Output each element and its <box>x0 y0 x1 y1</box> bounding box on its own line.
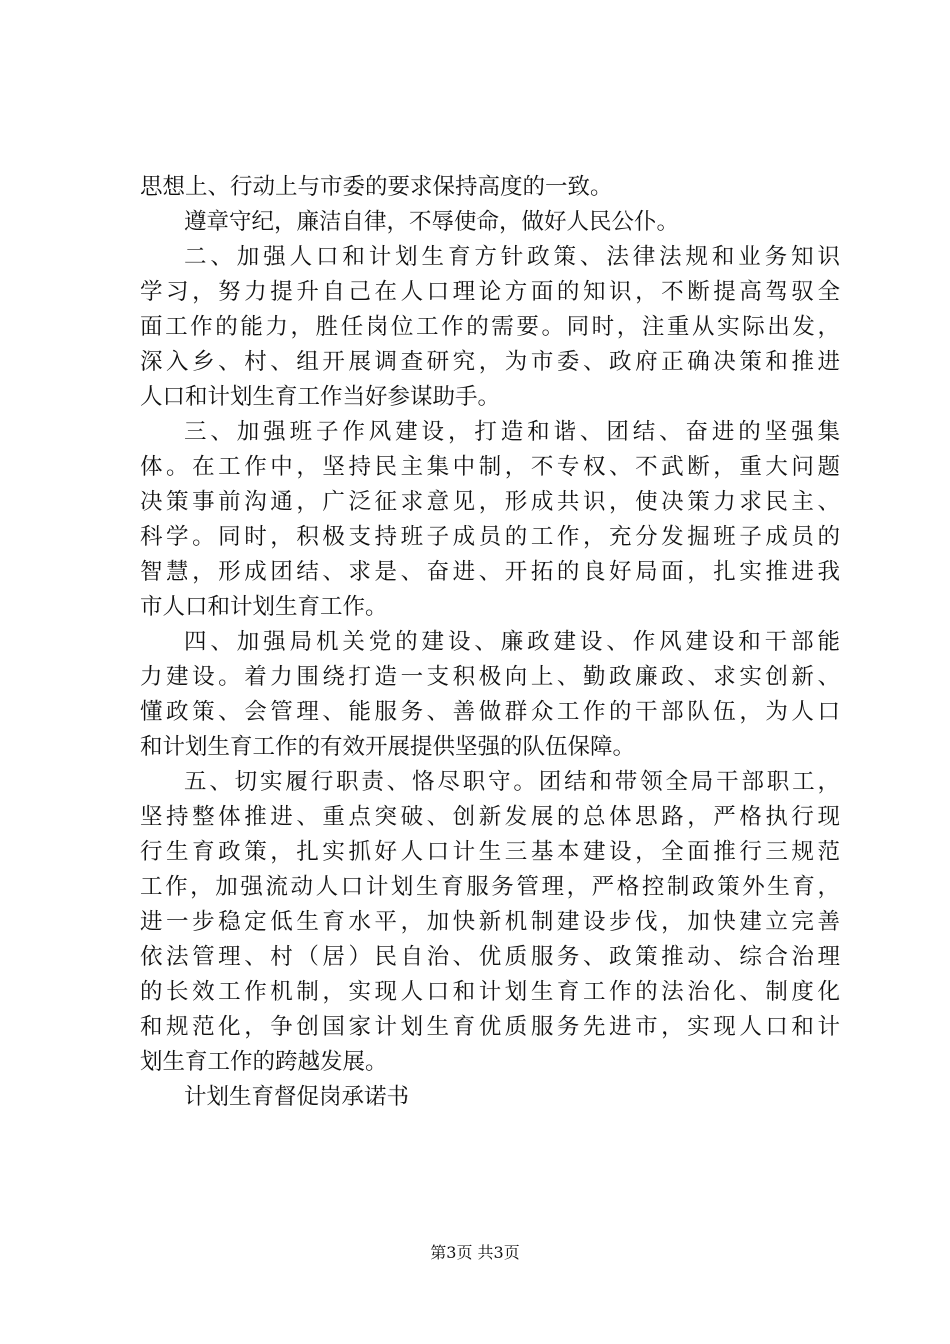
paragraph-heading-line: 五、切实履行职责、恪尽职守。团结和带领全局干部职工， <box>184 769 840 795</box>
text-line: 和计划生育工作的有效开展提供坚强的队伍保障。 <box>140 734 636 760</box>
text-line: 力建设。着力围绕打造一支积极向上、勤政廉政、求实创新、 <box>140 664 840 690</box>
text-line: 的长效工作机制，实现人口和计划生育工作的法治化、制度化 <box>140 979 840 1005</box>
text-line: 人口和计划生育工作当好参谋助手。 <box>140 384 501 410</box>
text-line: 依法管理、村（居）民自治、优质服务、政策推动、综合治理 <box>140 944 840 970</box>
text-line: 决策事前沟通，广泛征求意见，形成共识，使决策力求民主、 <box>140 489 840 515</box>
paragraph-heading-line: 二、加强人口和计划生育方针政策、法律法规和业务知识 <box>184 244 840 270</box>
paragraph-heading-line: 三、加强班子作风建设，打造和谐、团结、奋进的坚强集 <box>184 419 840 445</box>
text-line: 市人口和计划生育工作。 <box>140 594 388 620</box>
text-line: 智慧，形成团结、求是、奋进、开拓的良好局面，扎实推进我 <box>140 559 840 585</box>
text-line: 工作，加强流动人口计划生育服务管理，严格控制政策外生育， <box>140 874 840 900</box>
document-body <box>140 170 840 1115</box>
text-line: 坚持整体推进、重点突破、创新发展的总体思路，严格执行现 <box>140 804 840 830</box>
page-number-footer: 第3页 共3页 <box>430 1243 520 1262</box>
text-line: 深入乡、村、组开展调查研究，为市委、政府正确决策和推进 <box>140 349 840 375</box>
text-line: 懂政策、会管理、能服务、善做群众工作的干部队伍，为人口 <box>140 699 840 725</box>
text-line: 科学。同时，积极支持班子成员的工作，充分发掘班子成员的 <box>140 524 840 550</box>
text-line: 进一步稳定低生育水平，加快新机制建设步伐，加快建立完善 <box>140 909 840 935</box>
text-line: 遵章守纪，廉洁自律，不辱使命，做好人民公仆。 <box>184 209 680 235</box>
text-line: 行生育政策，扎实抓好人口计生三基本建设，全面推行三规范 <box>140 839 840 865</box>
text-line: 和规范化，争创国家计划生育优质服务先进市，实现人口和计 <box>140 1014 840 1040</box>
text-line: 思想上、行动上与市委的要求保持高度的一致。 <box>140 174 613 200</box>
text-line: 学习，努力提升自己在人口理论方面的知识，不断提高驾驭全 <box>140 279 840 305</box>
text-line: 划生育工作的跨越发展。 <box>140 1049 388 1075</box>
text-line: 面工作的能力，胜任岗位工作的需要。同时，注重从实际出发， <box>140 314 840 340</box>
paragraph-heading-line: 四、加强局机关党的建设、廉政建设、作风建设和干部能 <box>184 629 840 655</box>
text-line: 体。在工作中，坚持民主集中制，不专权、不武断，重大问题 <box>140 454 840 480</box>
document-title-line: 计划生育督促岗承诺书 <box>184 1084 410 1110</box>
